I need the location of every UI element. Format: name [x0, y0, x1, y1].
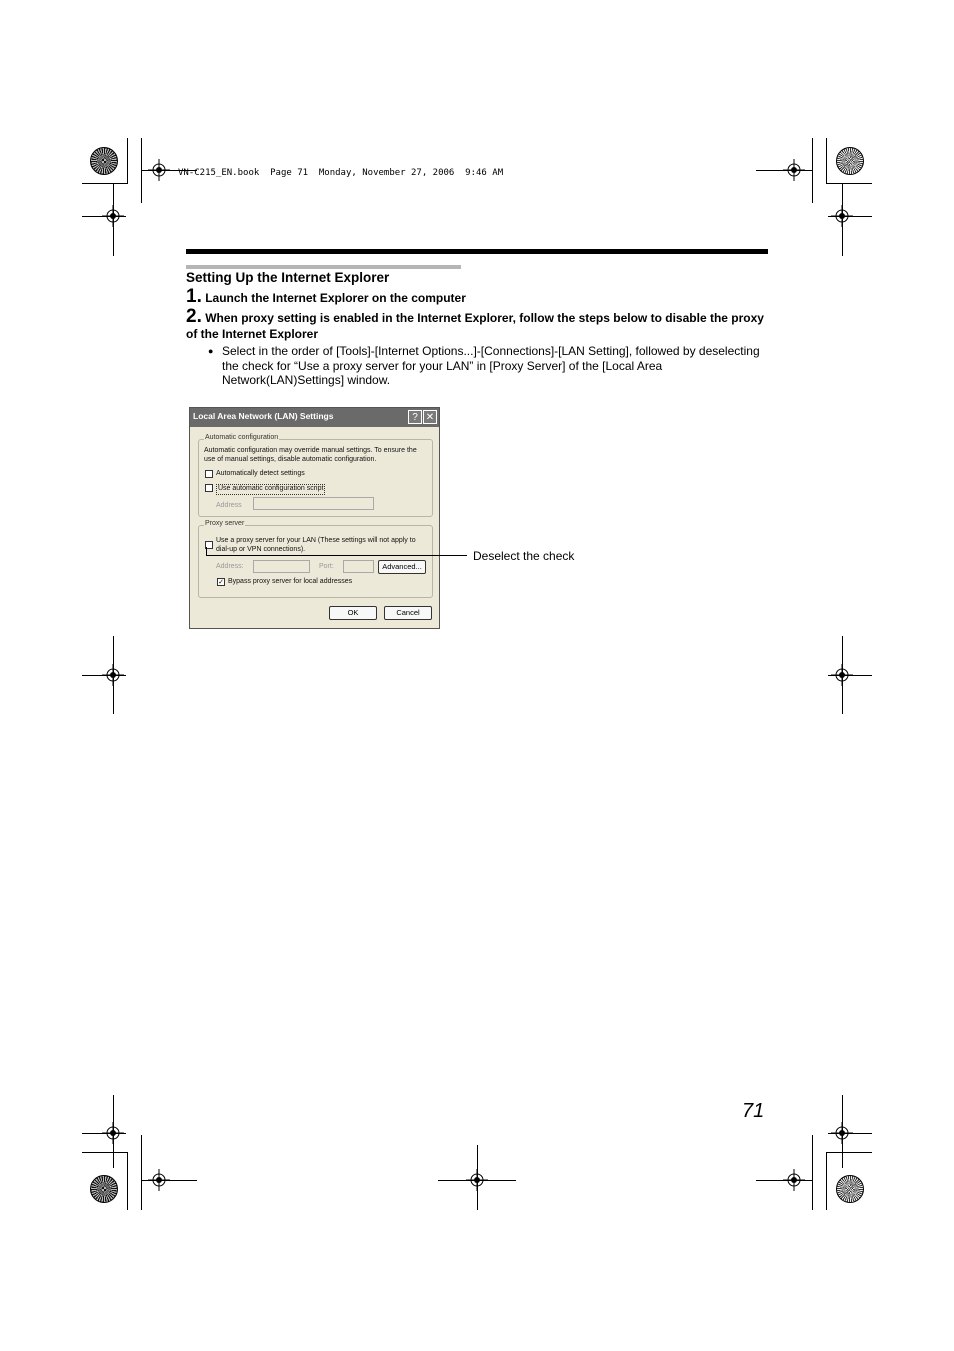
proxy-server-group [198, 520, 433, 598]
step-2 [186, 306, 768, 342]
close-icon[interactable]: ✕ [423, 410, 437, 424]
step-1 [186, 286, 768, 307]
dialog-title: Local Area Network (LAN) Settings [193, 411, 334, 421]
script-address-input[interactable] [253, 497, 374, 510]
lan-settings-dialog [189, 407, 440, 629]
ok-button[interactable]: OK [329, 606, 377, 620]
bypass-local-label: Bypass proxy server for local addresses [228, 578, 353, 585]
bullet-icon: ● [208, 346, 214, 356]
color-rosette-icon [836, 1175, 864, 1203]
use-proxy-label: Use a proxy server for your LAN (These settings will not apply to dial-up or VPN connections). [216, 537, 416, 553]
dialog-title-bar [190, 408, 439, 427]
callout-label: Deselect the check [473, 549, 575, 563]
color-rosette-icon [836, 147, 864, 175]
help-icon[interactable]: ? [408, 410, 422, 424]
auto-config-description: Automatic configuration may override manual settings. To ensure the use of manual settings, disable automatic configuration. [204, 447, 417, 463]
callout-leader-line [212, 555, 467, 556]
color-rosette-icon [90, 1175, 118, 1203]
proxy-address-label: Address: [216, 563, 244, 570]
section-rule [186, 265, 461, 269]
advanced-button[interactable]: Advanced... [378, 560, 426, 574]
proxy-port-input[interactable] [343, 560, 374, 573]
group-legend: Automatic configuration [205, 434, 279, 441]
proxy-address-input[interactable] [253, 560, 310, 573]
automatic-configuration-group [198, 434, 433, 517]
group-legend: Proxy server [205, 520, 245, 527]
script-address-label: Address [216, 502, 242, 509]
auto-detect-label: Automatically detect settings [216, 470, 305, 477]
step-text: Launch the Internet Explorer on the computer [205, 291, 466, 305]
top-rule [186, 249, 768, 254]
auto-detect-checkbox[interactable] [205, 470, 213, 478]
bullet-text: Select in the order of [Tools]-[Internet Options...]-[Connections]-[LAN Setting], followed by deselecting the check for “Use a proxy server for your LAN” in [Proxy Server] of the [Local Area Network(LAN)Settings] window. [222, 344, 760, 387]
use-script-checkbox[interactable] [205, 484, 213, 492]
proxy-port-label: Port: [319, 563, 334, 570]
use-script-label: Use automatic configuration script [216, 484, 325, 495]
print-header-stamp: VN-C215_EN.book Page 71 Monday, November 27, 2006 9:46 AM [178, 168, 504, 178]
bypass-local-checkbox[interactable]: ✓ [218, 579, 224, 586]
step-text: When proxy setting is enabled in the Internet Explorer, follow the steps below to disable the proxy of the Internet Explorer [186, 311, 764, 341]
step-number: 1. [186, 286, 202, 307]
color-rosette-icon [90, 147, 118, 175]
section-title: Setting Up the Internet Explorer [186, 270, 390, 285]
cancel-button[interactable]: Cancel [384, 606, 432, 620]
page-number: 71 [742, 1100, 765, 1122]
step-number: 2. [186, 306, 202, 327]
